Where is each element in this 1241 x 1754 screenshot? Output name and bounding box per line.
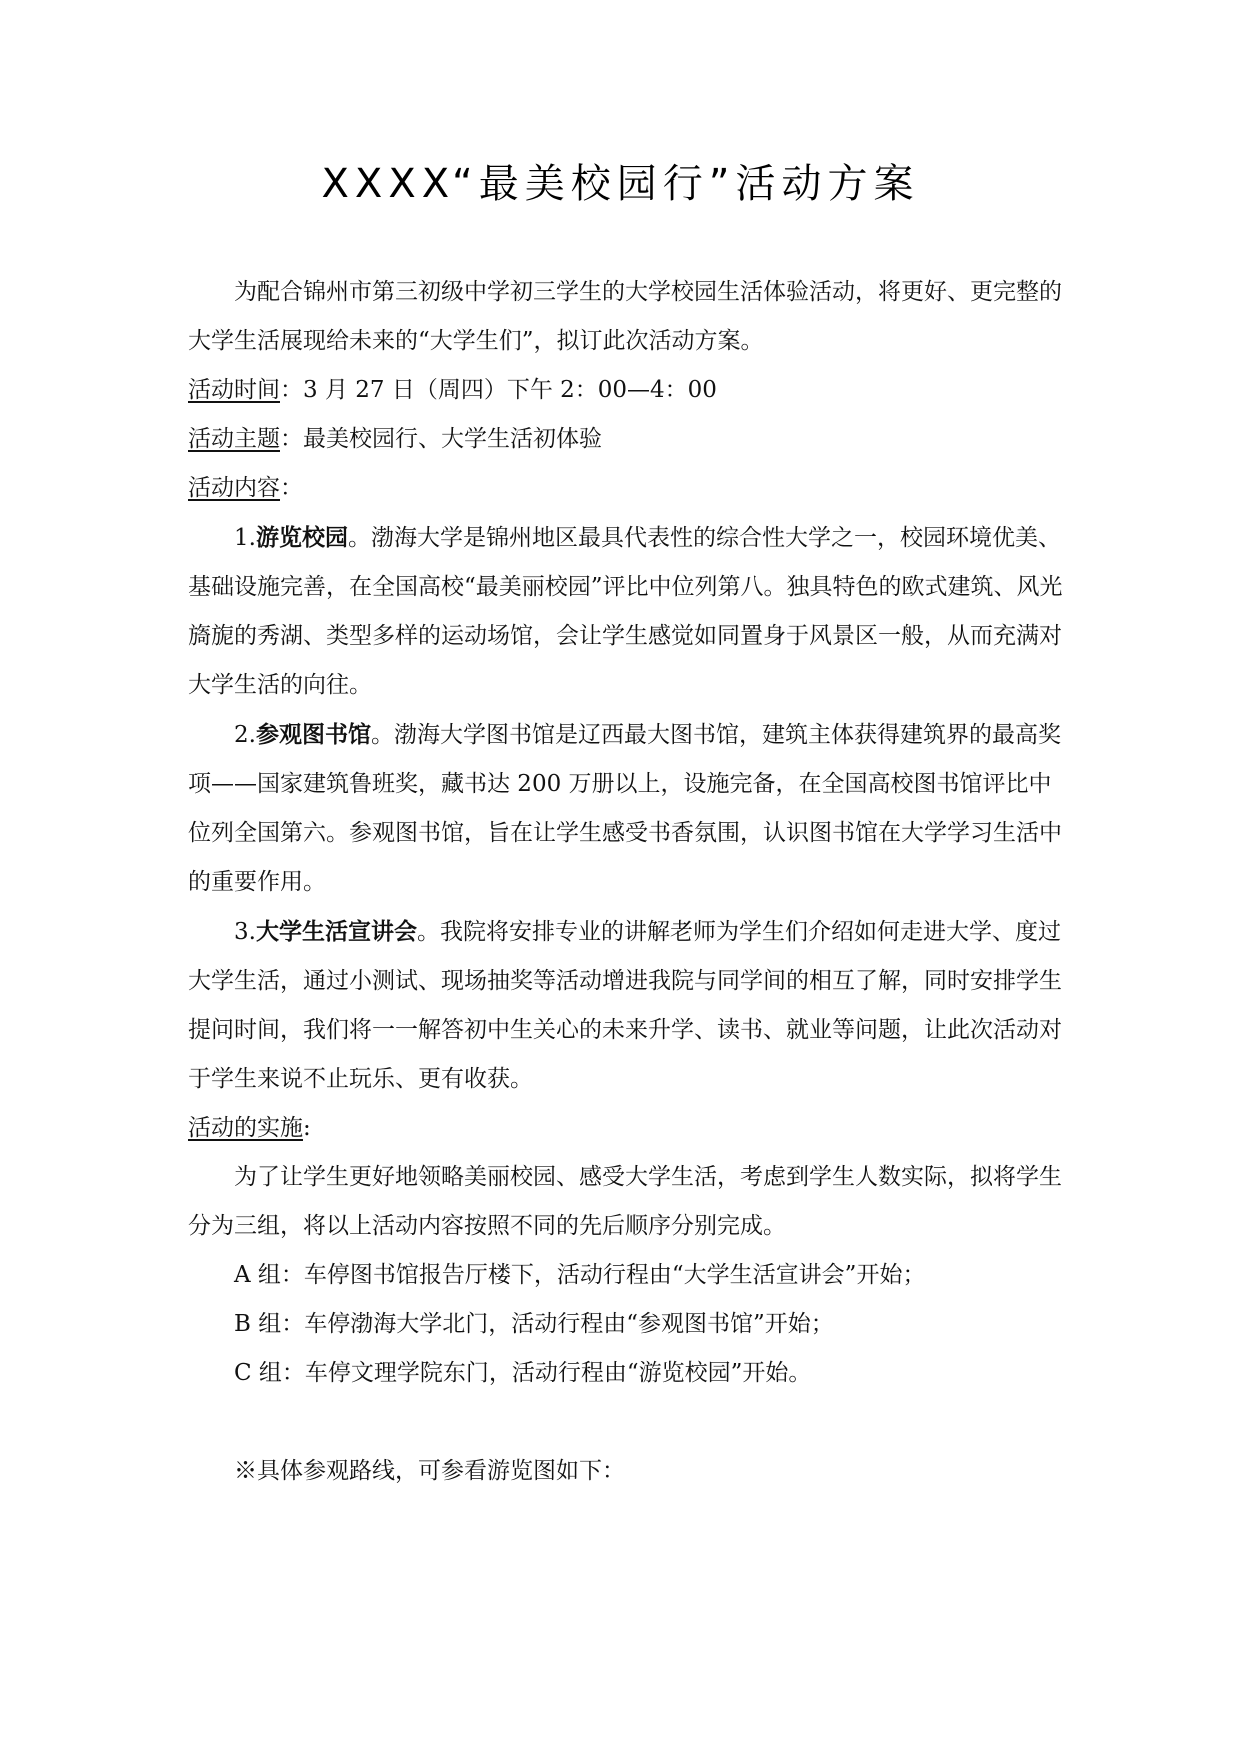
implementation-label: 活动的实施	[188, 1115, 303, 1141]
content-item-library-visit	[188, 710, 1068, 907]
implementation-sep: :	[303, 1115, 311, 1141]
route-note: ※具体参观路线，可参看游览图如下：	[234, 1458, 625, 1484]
content-item-text: 。我院将安排专业的讲解老师为学生们介绍如何走进大学、度过大学生活，通过小测试、现场抽奖等活动增进我院与同学间的相互了解，同时安排学生提问时间，我们将一一解答初中生关心的未来升学、读书、就业等问题，让此次活动对于学生来说不止玩乐、更有收获。	[188, 919, 1062, 1092]
document-title: XXXX“最美校园行”活动方案	[321, 161, 920, 207]
content-item-title: 游览校园	[255, 524, 348, 551]
group-c-line: C 组：车停文理学院东门，活动行程由“游览校园”开始。	[234, 1360, 812, 1386]
content-item-title: 参观图书馆	[255, 721, 371, 748]
content-item-number: 3.	[234, 919, 256, 945]
activity-theme-label: 活动主题	[188, 426, 280, 452]
activity-time-value: 3 月 27 日（周四）下午 2：00—4：00	[303, 377, 717, 403]
implementation-intro: 为了让学生更好地领略美丽校园、感受大学生活，考虑到学生人数实际，拟将学生分为三组，将以上活动内容按照不同的先后顺序分别完成。	[188, 1164, 1062, 1239]
activity-content-heading	[188, 464, 1068, 513]
activity-time-label: 活动时间	[188, 377, 280, 403]
spacer	[188, 1398, 1068, 1447]
group-b-line: B 组：车停渤海大学北门，活动行程由“参观图书馆”开始；	[234, 1311, 834, 1337]
content-item-number: 2.	[234, 722, 256, 748]
activity-theme-value: 最美校园行、大学生活初体验	[303, 426, 602, 452]
content-item-text: 。渤海大学是锦州地区最具代表性的综合性大学之一，校园环境优美、基础设施完善，在全国高校“最美丽校园”评比中位列第八。独具特色的欧式建筑、风光旖旎的秀湖、类型多样的运动场馆，会让学生感觉如同置身于风景区一般，从而充满对大学生活的向往。	[188, 525, 1063, 698]
implementation-heading	[188, 1104, 1068, 1153]
activity-content-sep: ：	[280, 475, 303, 501]
activity-time-sep: ：	[280, 377, 303, 403]
content-item-campus-tour	[188, 513, 1068, 710]
activity-theme-line	[188, 415, 1068, 464]
activity-content-label: 活动内容	[188, 475, 280, 501]
intro-paragraph: 为配合锦州市第三初级中学初三学生的大学校园生活体验活动，将更好、更完整的大学生活展现给未来的“大学生们”，拟订此次活动方案。	[188, 279, 1062, 354]
activity-theme-sep: ：	[280, 426, 303, 452]
activity-time-line	[188, 366, 1068, 415]
content-item-college-life-talk	[188, 907, 1068, 1104]
document-body	[188, 268, 1068, 1496]
content-item-title: 大学生活宣讲会	[255, 918, 417, 945]
group-a-line: A 组：车停图书馆报告厅楼下，活动行程由“大学生活宣讲会”开始；	[234, 1262, 926, 1288]
content-item-text: 。渤海大学图书馆是辽西最大图书馆，建筑主体获得建筑界的最高奖项——国家建筑鲁班奖，藏书达 200 万册以上，设施完备，在全国高校图书馆评比中位列全国第六。参观图书馆，旨在让学生感受书香氛围，认识图书馆在大学学习生活中的重要作用。	[188, 722, 1062, 895]
content-item-number: 1.	[234, 525, 256, 551]
